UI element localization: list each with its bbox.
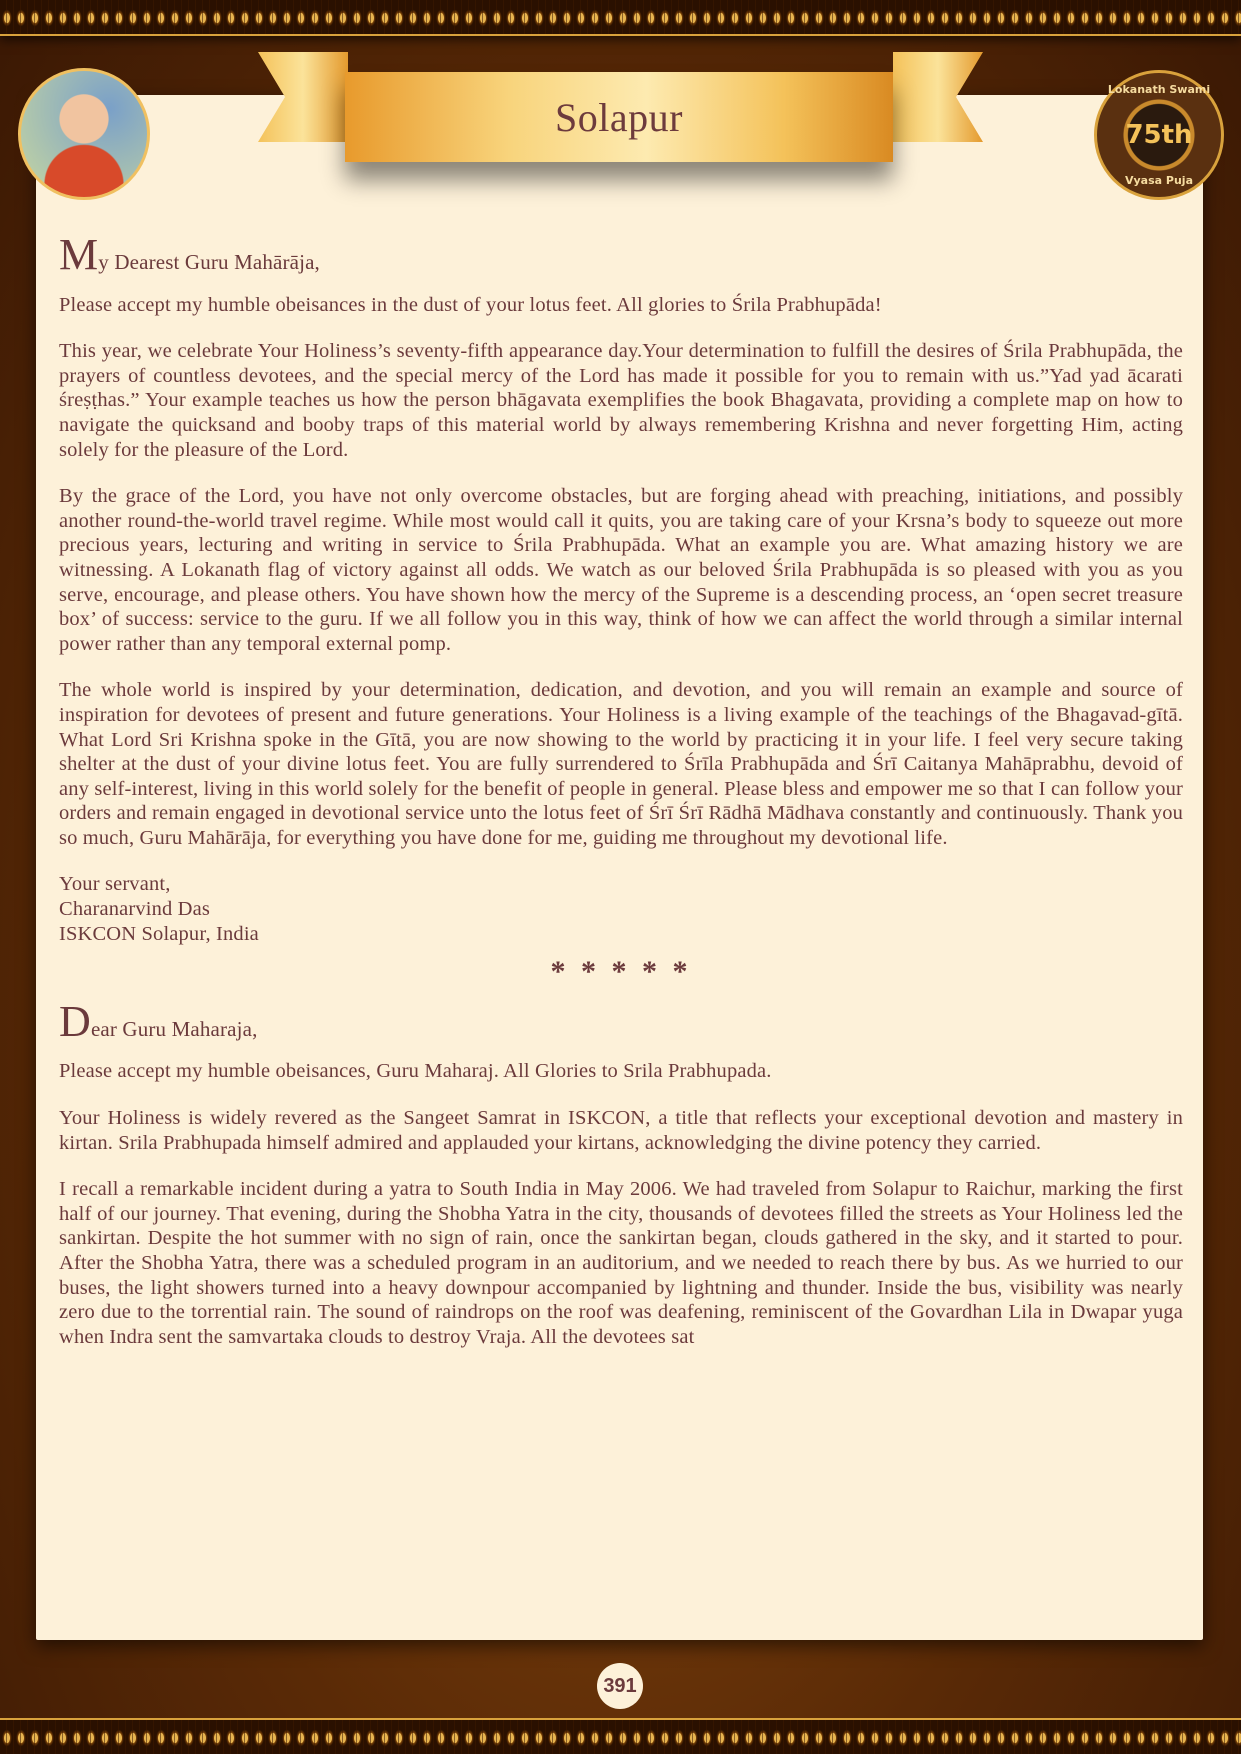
page-number: 391 [597, 1663, 643, 1709]
closing: Your servant, [59, 873, 171, 896]
seal-number: 75th [1125, 120, 1193, 150]
salutation-text: y Dearest Guru Mahārāja, [98, 250, 320, 274]
signer-place: ISKCON Solapur, India [59, 922, 259, 945]
title-ribbon [345, 72, 893, 162]
letter2-paragraph: Your Holiness is widely revered as the Sangeet Samrat in ISKCON, a title that reflects your exceptional devotion and mastery in kirtan. Srila Prabhupada himself admired and applauded your kirtans, acknowledging the divine potency they carried. [59, 1107, 1183, 1154]
top-ornamental-border [0, 0, 1241, 36]
letter2-salutation [59, 996, 1183, 1046]
drop-cap: D [59, 996, 91, 1046]
salutation-text: ear Guru Maharaja, [90, 1016, 258, 1041]
letter1-paragraph: The whole world is inspired by your determination, dedication, and devotion, and you will remain an example and source of inspiration for devotees of present and future generations. Your Holiness is a living example of the teachings of the Bhagavad-gītā. What Lord Sri Krishna spoke in the Gītā, you are now showing to the world by practicing it in your life. I feel very secure taking shelter at the dust of your divine lotus feet. You are fully surrendered to Śrīla Prabhupāda and Śrī Caitanya Mahāprabhu, devoid of any self-interest, living in this world solely for the benefit of people in general. Please bless and empower me so that I can follow your orders and remain engaged in devotional service unto the lotus feet of Śrī Śrī Rādhā Mādhava constantly and continuously. Thank you so much, Guru Mahārāja, for everything you have done for me, guiding me throughout my devotional life. [59, 679, 1183, 849]
seal-top-text: Lokanath Swami [1107, 83, 1211, 96]
vyasa-puja-seal [1094, 70, 1224, 200]
guru-portrait [18, 68, 150, 200]
signer-name: Charanarvind Das [59, 898, 210, 921]
separator: * * * * * [550, 955, 692, 989]
letter1-salutation [59, 230, 1183, 279]
letter1-paragraph: By the grace of the Lord, you have not only overcome obstacles, but are forging ahead with preaching, initiations, and possibly another round-the-world travel regime. While most would call it quits, you are taking care of your Krsna’s body to squeeze out more precious years, lecturing and writing in service to Śrila Prabhupāda. What an example you are. What amazing history we are witnessing. A Lokanath flag of victory against all odds. We watch as our beloved Śrila Prabhupāda is so pleased with you as you serve, encourage, and please others. You have shown how the mercy of the Supreme is a descending process, an ‘open secret treasure box’ of success: service to the guru. If we all follow you in this way, think of how we can affect the world through a similar internal power rather than any temporal external pomp. [59, 485, 1183, 655]
seal-bottom-text: Vyasa Puja [1125, 174, 1193, 187]
page-title: Solapur [555, 94, 683, 140]
letter2-paragraph: I recall a remarkable incident during a yatra to South India in May 2006. We had traveled from Solapur to Raichur, marking the first half of our journey. That evening, during the Shobha Yatra in the city, thousands of devotees filled the streets as Your Holiness led the sankirtan. Despite the hot summer with no sign of rain, once the sankirtan began, clouds gathered in the sky, and it started to pour. After the Shobha Yatra, there was a scheduled program in an auditorium, and we needed to reach there by bus. As we hurried to our buses, the light showers turned into a heavy downpour accompanied by lightning and thunder. Inside the bus, visibility was nearly zero due to the torrential rain. The sound of raindrops on the roof was deafening, reminiscent of the Govardhan Lila in Dwapar yuga when Indra sent the samvartaka clouds to destroy Vraja. All the devotees sat [59, 1178, 1183, 1348]
letters-content [59, 230, 1183, 1371]
drop-cap: M [59, 230, 99, 279]
letter1-paragraph: Please accept my humble obeisances in the dust of your lotus feet. All glories to Śrila Prabhupāda! [59, 293, 882, 316]
letter1-paragraph: This year, we celebrate Your Holiness’s seventy-fifth appearance day.Your determination to fulfill the desires of Śrila Prabhupāda, the prayers of countless devotees, and the special mercy of the Lord has made it possible for you to remain with us.”Yad yad ācarati śreṣṭhas.” Your example teaches us how the person bhāgavata exemplifies the book Bhagavata, providing a complete map on how to navigate the quicksand and booby traps of this material world by always remembering Krishna and never forgetting Him, acting solely for the pleasure of the Lord. [59, 340, 1183, 461]
bottom-ornamental-border [0, 1718, 1241, 1754]
letter1-signature [59, 872, 1183, 946]
letter2-paragraph: Please accept my humble obeisances, Guru Maharaj. All Glories to Srila Prabhupada. [59, 1060, 772, 1083]
